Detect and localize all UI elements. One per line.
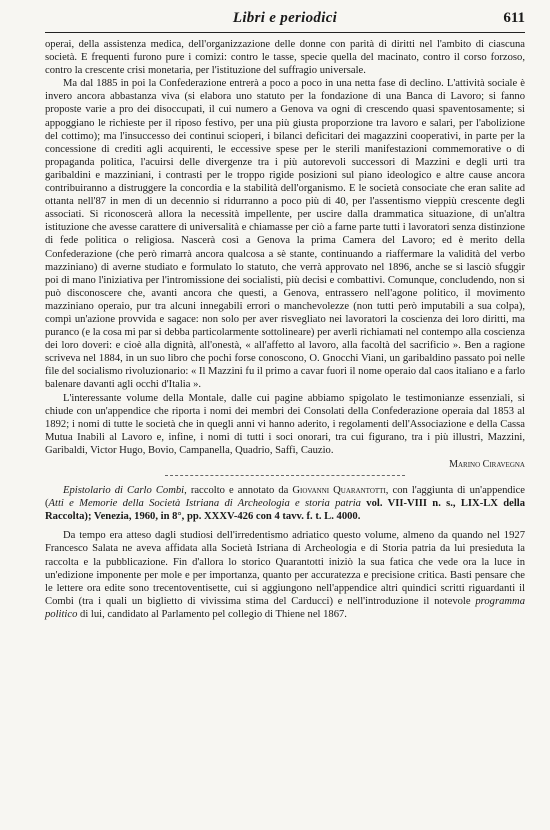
- review-pubdata: vol. VII-VIII n. s., LIX-LX della Raccolta); Venezia, 1960, in 8°, pp. XXXV-426 con 4 tavv. f. t. L. 4000.: [45, 498, 526, 523]
- review-text-end: di lui, candidato al Parlamento pel collegio di Thiene nel 1867.: [77, 608, 347, 620]
- page-body: [45, 38, 525, 621]
- article-paragraph: Ma dal 1885 in poi la Confederazione entrerà a poco a poco in una netta fase di declino. L'attività sociale è invero ancora abbastanza viva (si elabora uno statuto per la fondazione di una Banca di Lavoro; si fanno proposte varie a pro dei disoccupati, il cui numero a Genova va ogni dì crescendo quasi spaventosamente; si appoggiano le richieste per il riposo festivo, per una più giusta proporzione tra lavoro e salari, per l'abolizione del cottimo); ma l'insuccesso dei continui scioperi, i bilanci deficitari dei magazzini cooperativi, in parte per la concessione di crediti agli acquirenti, le eccessive spese per le sterili manifestazioni commemorative o di propaganda politica, l'acuirsi delle divergenze tra i più autorevoli successori di Mazzini e degli urti tra garibaldini e mazziniani, i contrasti per le troppo rigide posizioni sul piano ideologico e altre cause ancora contribuiranno a distruggere la concordia e la stabilità dell'organismo. E le società consociate che eran salite ad ottanta nell'87 in men di un decennio si ridurranno a poco più di 40, per l'assentismo vieppiù crescente degli associati. Si riconoscerà allora la necessità impellente, per uscire dalla drammatica situazione, di un'altra istituzione che avesse carattere di universalità e chiamasse per ciò a farne parte tutti i lavoratori senza distinzione di fede politica o religiosa. Nascerà così a Genova la prima Camera del Lavoro; ed è merito della Confederazione (che però rimarrà ancora qualcosa a sè stante, continuando a riaffermare la validità del verbo mazziniano) di averne studiato e formulato lo statuto, che verrà approvato nel 1896, anche se si lasciò sfuggir poi di mano l'iniziativa per l'intromissione dei socialisti, più decisi e combattivi. Comunque, concludendo, non si può disconoscere che, avanti ancora che questi, a Genova, entrassero nell'agone politico, il movimento mazziniano operaio, pur tra alcuni innegabili errori o manchevolezze (non tutti però imputabili a sua colpa), compì un'azione provvida e sagace: non solo per aver risvegliato nei lavoratori la coscienza dei loro diritti, ma puranco (e la cosa mi par si debba particolarmente sottolineare) per averli richiamati nel contempo alla coscienza dei loro doveri: e cioè alla dignità, all'onestà, « all'affetto al lavoro, alla facoltà del sacrificio ». Ben a ragione scriveva nel 1884, in un suo libro che pochi forse conoscono, O. Gnocchi Viani, un garibaldino passato poi nelle file del socialismo rivoluzionario: « Il Mazzini fu il primo a cavar fuori il nome operaio dal caos italiano e a farlo balenare davanti agli occhi d'Italia ».: [45, 78, 525, 391]
- review-credit-post: , con l'aggiunta di un'appendice (: [45, 485, 526, 510]
- article-paragraph: L'interessante volume della Montale, dalle cui pagine abbiamo spigolato le testimonianze essenziali, si chiude con un'appendice che riporta i nomi dei membri dei Consolati della Confederazione operaia dal 1853 al 1892; i nomi di tutte le società che in quegli anni vi hanno aderito, i regolamenti dell'Associazione e della Cassa Mutua Inabili al Lavoro e, infine, i nomi di tutti i soci onorari, tra cui figurano, tra i più illustri, Mazzini, Garibaldi, Victor Hugo, Bovio, Campanella, Quadrio, Saffi, Cauzio.: [45, 392, 525, 456]
- review-paragraph: [45, 529, 525, 621]
- page-header: [45, 10, 525, 33]
- author-signature: Marino Ciravegna: [449, 459, 525, 470]
- review-title: Epistolario di Carlo Combi: [63, 485, 185, 497]
- article-paragraph: operai, della assistenza medica, dell'organizzazione delle donne con parità di diritti nel l'ambito di ciascuna società. E frequenti furono pure i comizi: contro le tasse, specie quella del macinato, contro il corso forzoso, contro la crescente crisi monetaria, per l'istituzione del suffragio universale.: [45, 39, 525, 77]
- review-text-italic: programma politico: [45, 595, 525, 620]
- review-text-start: Da tempo era atteso dagli studiosi dell'irredentismo adriatico questo volume, almeno da quando nel 1927 Francesco Salata ne aveva affidata alla Società Istriana di Archeologia e di Storia patria da lui presieduta la raccolta e la pubblicazione. Fin d'allora lo storico Quarantotti iniziò la sua fatica che vede ora la luce in un'edizione imponente per mole e per importanza, quanto per accuratezza e precisione critica. Basti pensare che le lettere ora edite sono trecentoventisette, cui si aggiungono nell'appendice altri quindici scritti riguardanti il Combi (tra i quali un biglietto di vivissima stima del Carducci) e nell'introduzione il notevole: [45, 530, 525, 607]
- review-credit-pre: , raccolto e annotato da: [184, 485, 293, 497]
- running-title: Libri e periodici: [232, 10, 338, 26]
- section-divider: [165, 475, 405, 476]
- review-editor: Giovanni Quarantotti: [292, 485, 386, 497]
- page-number: 611: [503, 10, 525, 26]
- review-citation: [45, 484, 525, 523]
- review-series: Atti e Memorie della Società Istriana di Archeologia e storia patria: [48, 498, 361, 510]
